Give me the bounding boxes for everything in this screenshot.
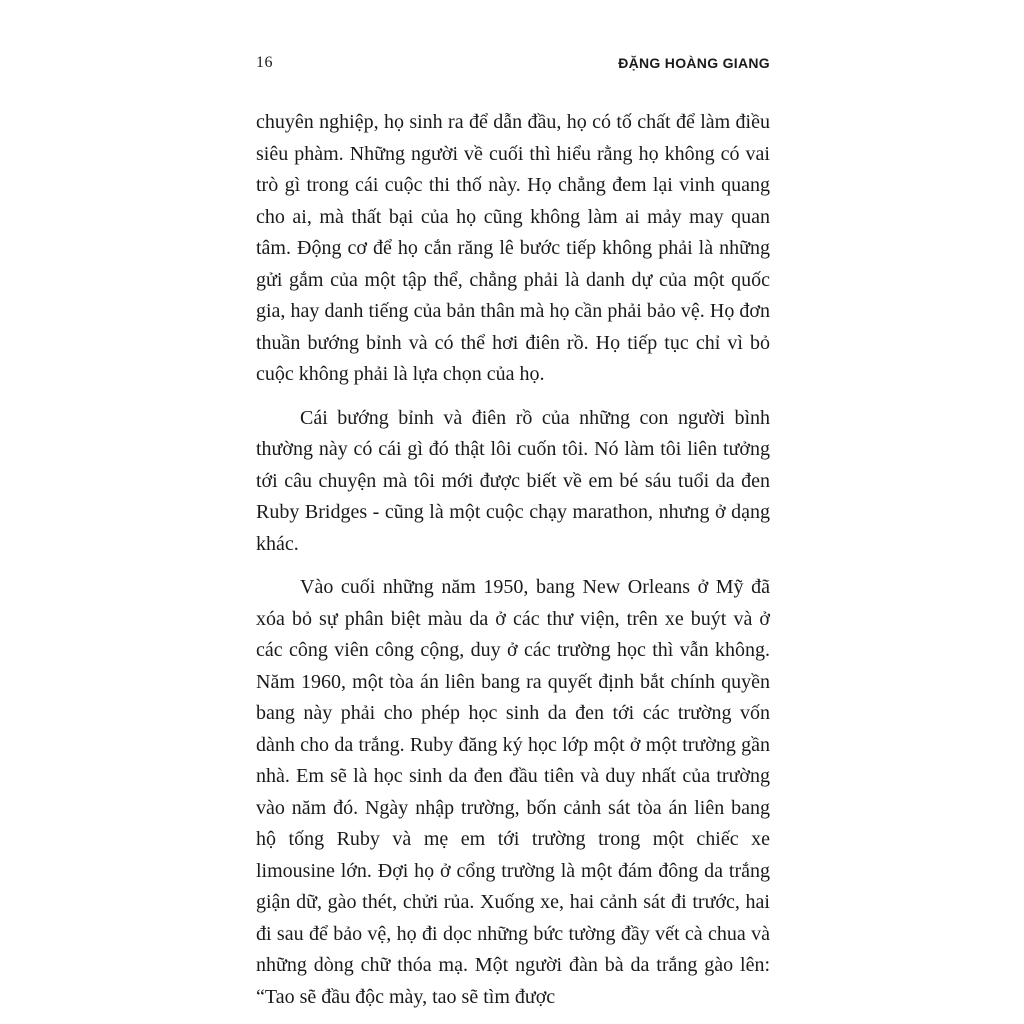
paragraph-1: chuyên nghiệp, họ sinh ra để dẫn đầu, họ có tố chất để làm điều siêu phàm. Những người về cuối thì hiểu rằng họ không có vai trò gì trong cái cuộc thi thố này. Họ chẳng đem lại vinh quang cho ai, mà thất bại của họ cũng không làm ai mảy may quan tâm. Động cơ để họ cắn răng lê bước tiếp không phải là những gửi gắm của một tập thể, chẳng phải là danh dự của một quốc gia, hay danh tiếng của bản thân mà họ cần phải bảo vệ. Họ đơn thuần bướng bỉnh và có thể hơi điên rồ. Họ tiếp tục chỉ vì bỏ cuộc không phải là lựa chọn của họ.	[256, 111, 770, 385]
paragraph-3: Vào cuối những năm 1950, bang New Orleans ở Mỹ đã xóa bỏ sự phân biệt màu da ở các thư viện, trên xe buýt và ở các công viên công cộng, duy ở các trường học thì vẫn không. Năm 1960, một tòa án liên bang ra quyết định bắt chính quyền bang này phải cho phép học sinh da đen tới các trường vốn dành cho da trắng. Ruby đăng ký học lớp một ở một trường gần nhà. Em sẽ là học sinh da đen đầu tiên và duy nhất của trường vào năm đó. Ngày nhập trường, bốn cảnh sát tòa án liên bang hộ tống Ruby và mẹ em tới trường trong một chiếc xe limousine lớn. Đợi họ ở cổng trường là một đám đông da trắng giận dữ, gào thét, chửi rủa. Xuống xe, hai cảnh sát đi trước, hai đi sau để bảo vệ, họ đi dọc những bức tường đầy vết cà chua và những dòng chữ thóa mạ. Một người đàn bà da trắng gào lên: “Tao sẽ đầu độc mày, tao sẽ tìm được	[256, 576, 770, 1008]
body-text	[256, 107, 770, 1013]
page-number: 16	[256, 54, 273, 71]
running-head-author: ĐẶNG HOÀNG GIANG	[618, 55, 770, 71]
paragraph-2: Cái bướng bỉnh và điên rồ của những con người bình thường này có cái gì đó thật lôi cuốn tôi. Nó làm tôi liên tưởng tới câu chuyện mà tôi mới được biết về em bé sáu tuổi da đen Ruby Bridges - cũng là một cuộc chạy marathon, nhưng ở dạng khác.	[256, 406, 770, 555]
page-header	[256, 54, 770, 78]
